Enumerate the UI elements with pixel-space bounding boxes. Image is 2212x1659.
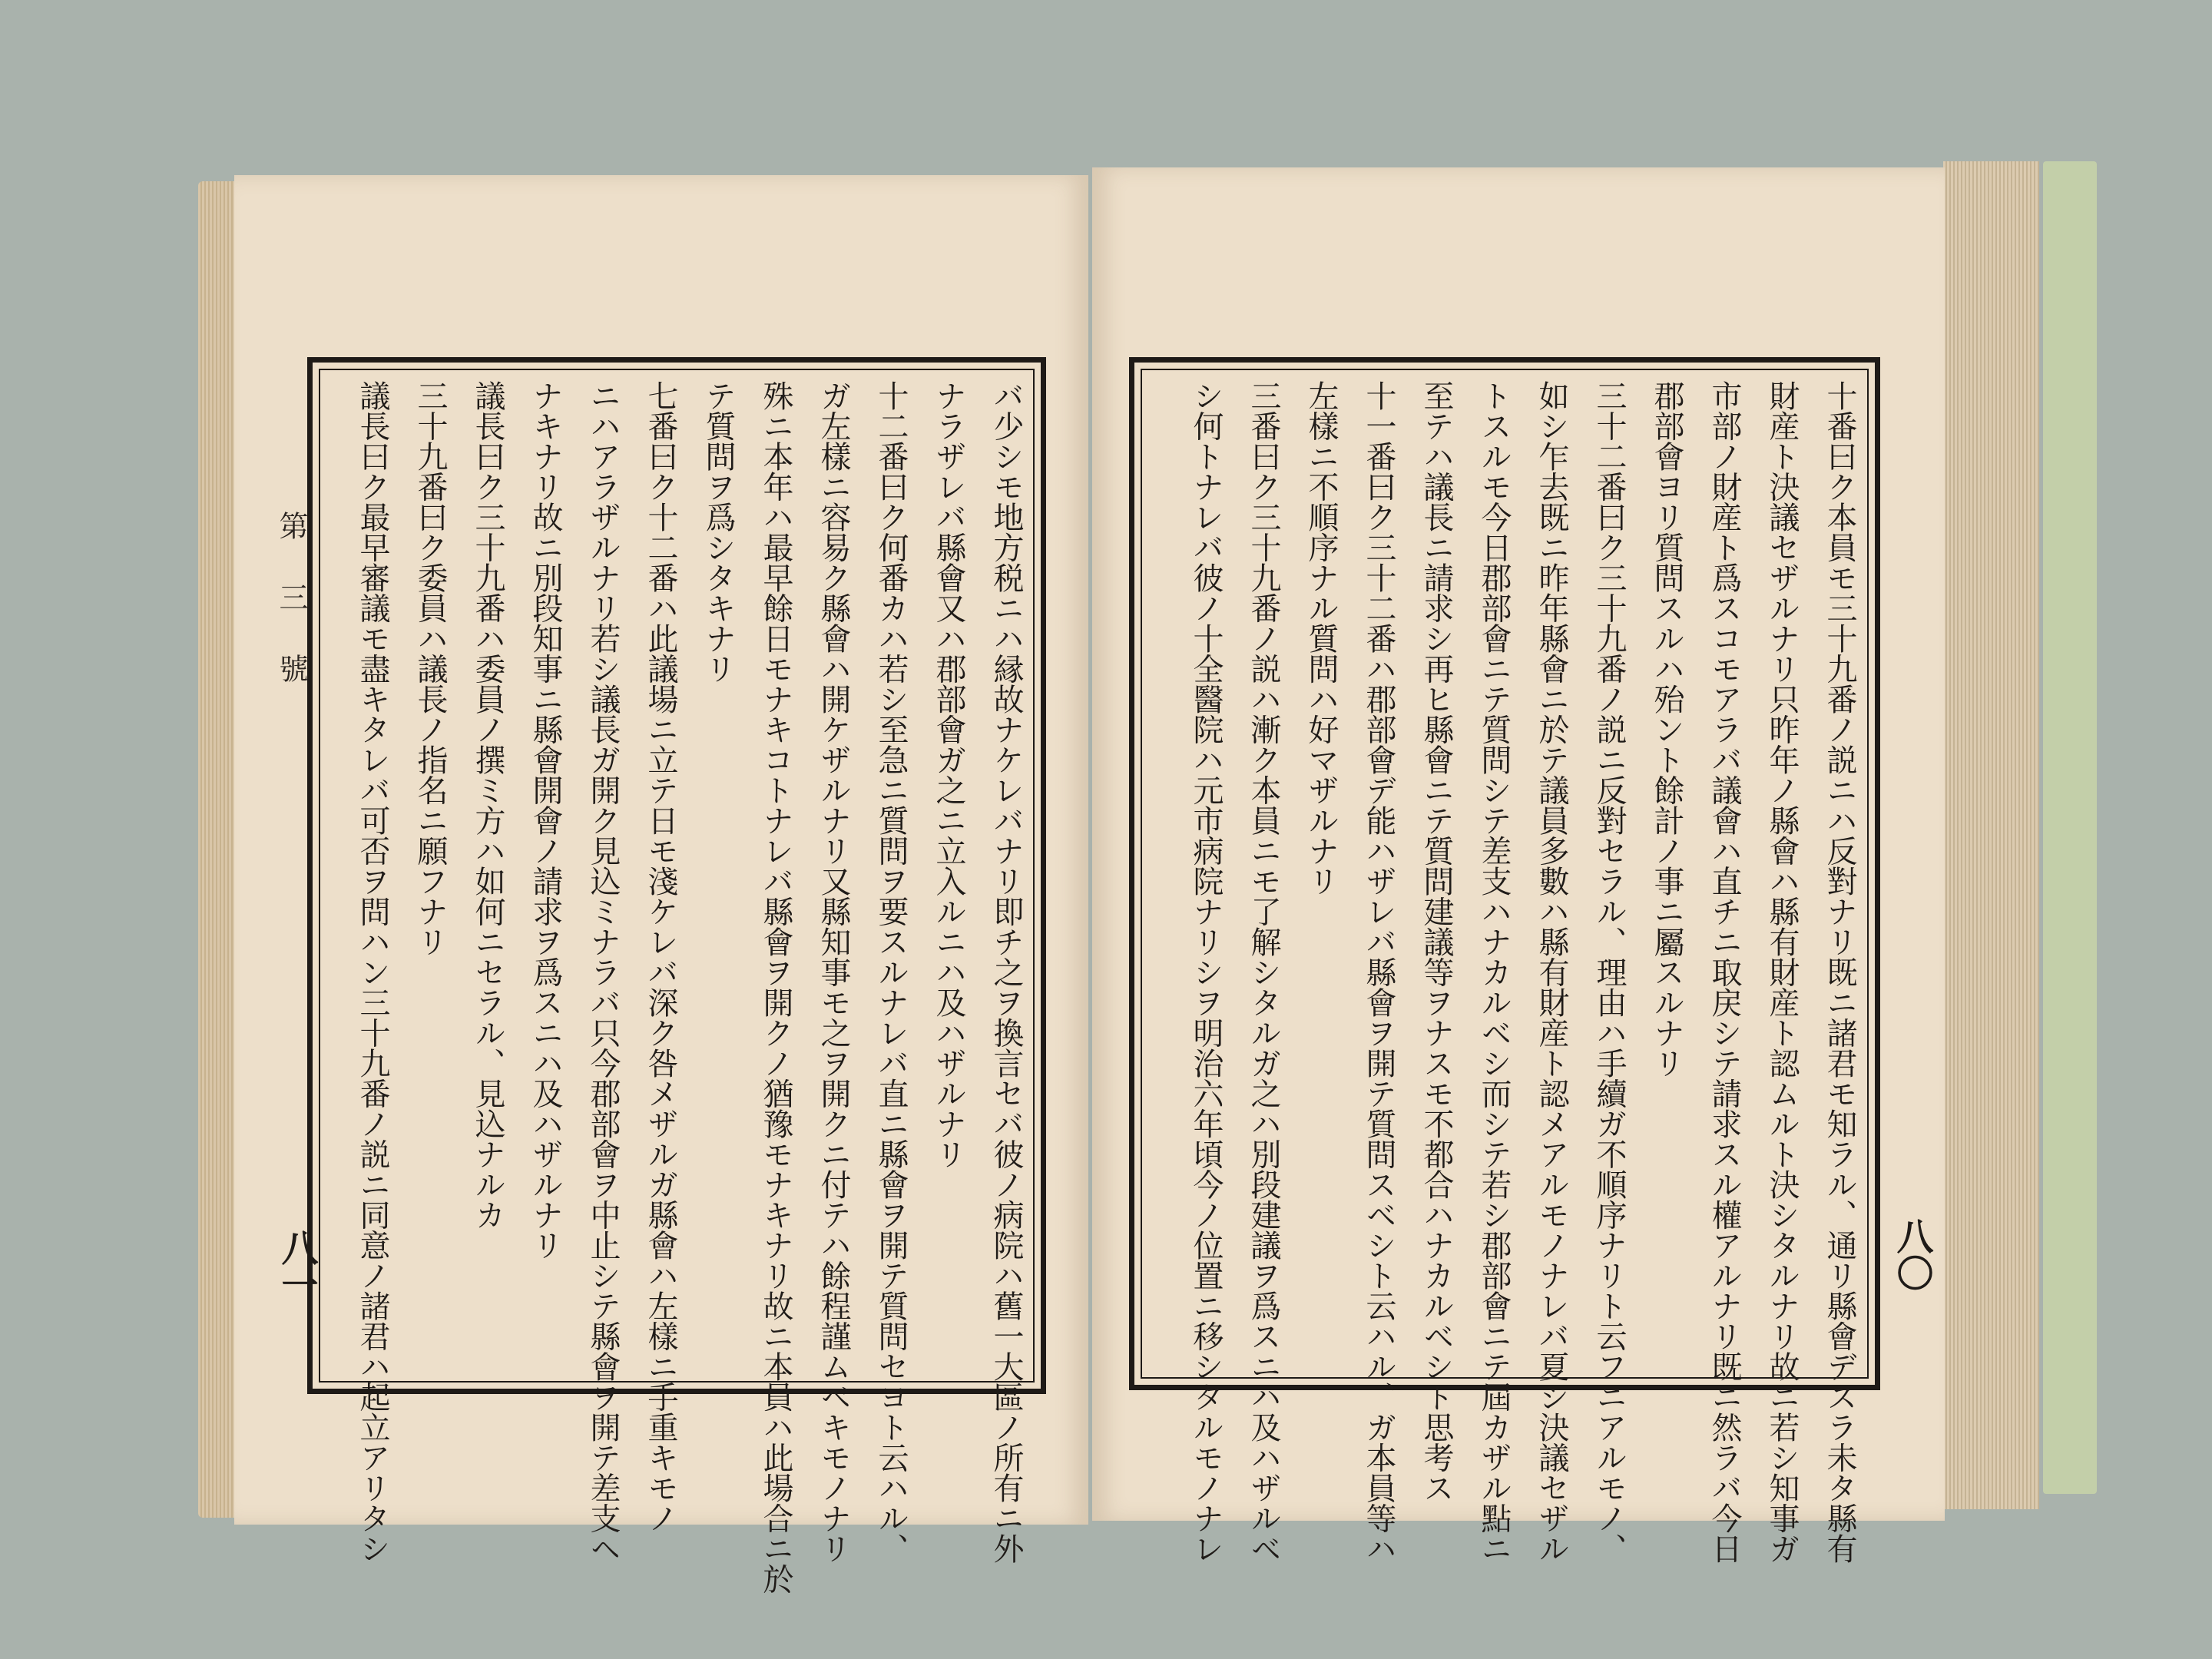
text-column: ナキナリ故ニ別段知事ニ縣會開會ノ請求ヲ爲スニハ及ハザルナリ: [528, 380, 563, 1260]
text-column: 三十二番曰ク三十九番ノ説ニ反對セラル、理由ハ手續ガ不順序ナリト云フニアルモノ、: [1591, 380, 1627, 1564]
text-column: 三番曰ク三十九番ノ説ハ漸ク本員ニモ了解シタルガ之ハ別段建議ヲ爲スニハ及ハザルベ: [1246, 380, 1281, 1564]
text-column: 十一番曰ク三十二番ハ郡部會デ能ハザレバ縣會ヲ開テ質問スベシト云ハル、ガ本員等ハ: [1361, 380, 1396, 1564]
text-column: バ少シモ地方税ニハ縁故ナケレバナリ即チ之ヲ換言セバ彼ノ病院ハ舊一大區ノ所有ニ外: [988, 380, 1024, 1564]
text-column: 三十九番曰ク委員ハ議長ノ指名ニ願フナリ: [412, 380, 448, 957]
left-page-stack-edge: [198, 181, 238, 1518]
right-page-stack-edge: [1943, 161, 2039, 1509]
text-column: 財産ト決議セザルナリ只昨年ノ縣會ハ縣有財産ト認ムルト決シタルナリ故ニ若シ知事ガ: [1764, 380, 1800, 1564]
left-page-text: [330, 380, 1024, 1594]
text-column: 七番曰ク十二番ハ此議場ニ立テ日モ淺ケレバ深ク咎メザルガ縣會ハ左樣ニ手重キモノ: [643, 380, 678, 1533]
text-column: 左樣ニ不順序ナル質問ハ好マザルナリ: [1303, 380, 1339, 896]
text-column: トスルモ今日郡部會ニテ質問シテ差支ハナカルベシ而シテ若シ郡部會ニテ屆カザル點ニ: [1476, 380, 1512, 1564]
right-page-text: [1152, 380, 1857, 1564]
text-column: シ何トナレバ彼ノ十全醫院ハ元市病院ナリシヲ明治六年頃今ノ位置ニ移シタルモノナレ: [1188, 380, 1224, 1564]
text-column: 至テハ議長ニ請求シ再ヒ縣會ニテ質問建議等ヲナスモ不都合ハナカルベシト思考ス: [1419, 380, 1454, 1503]
text-column: テ質問ヲ爲シタキナリ: [700, 380, 736, 684]
text-column: 市部ノ財産ト爲スコモアラバ議會ハ直チニ取戻シテ請求スル權アルナリ既ニ然ラバ今日: [1707, 380, 1742, 1564]
text-column: ニハアラザルナリ若シ議長ガ開ク見込ミナラバ只今郡部會ヲ中止シテ縣會ヲ開テ差支ヘ: [585, 380, 621, 1564]
text-column: 殊ニ本年ハ最早餘日モナキコトナレバ縣會ヲ開クノ猶豫モナキナリ故ニ本員ハ此場合ニ於: [758, 380, 793, 1594]
text-column: ナラザレバ縣會又ハ郡部會ガ之ニ立入ルニハ及ハザルナリ: [931, 380, 966, 1169]
folio-left: 八一: [275, 1229, 318, 1303]
book-cover-edge: [2043, 161, 2097, 1494]
text-column: 十二番曰ク何番カハ若シ至急ニ質問ヲ要スルナレバ直ニ縣會ヲ開テ質問セヨト云ハル、: [873, 380, 909, 1564]
text-column: 議長曰ク三十九番ハ委員ノ撰ミ方ハ如何ニセラル、見込ナルカ: [470, 380, 505, 1230]
folio-right: 八〇: [1890, 1217, 1933, 1291]
text-column: 郡部會ヨリ質問スルハ殆ント餘計ノ事ニ屬スルナリ: [1649, 380, 1684, 1078]
running-head-left: 第三號: [274, 511, 308, 725]
text-column: ガ左樣ニ容易ク縣會ハ開ケザルナリ又縣知事モ之ヲ開クニ付テハ餘程謹ムベキモノナリ: [816, 380, 851, 1564]
text-column: 如シ乍去既ニ昨年縣會ニ於テ議員多數ハ縣有財産ト認メアルモノナレバ夏シ決議セザル: [1534, 380, 1569, 1564]
text-column: 議長曰ク最早審議モ盡キタレバ可否ヲ問ハン三十九番ノ説ニ同意ノ諸君ハ起立アリタシ: [355, 380, 390, 1564]
text-column: 十番曰ク本員モ三十九番ノ説ニハ反對ナリ既ニ諸君モ知ラル、通リ縣會デスラ未タ縣有: [1822, 380, 1857, 1564]
